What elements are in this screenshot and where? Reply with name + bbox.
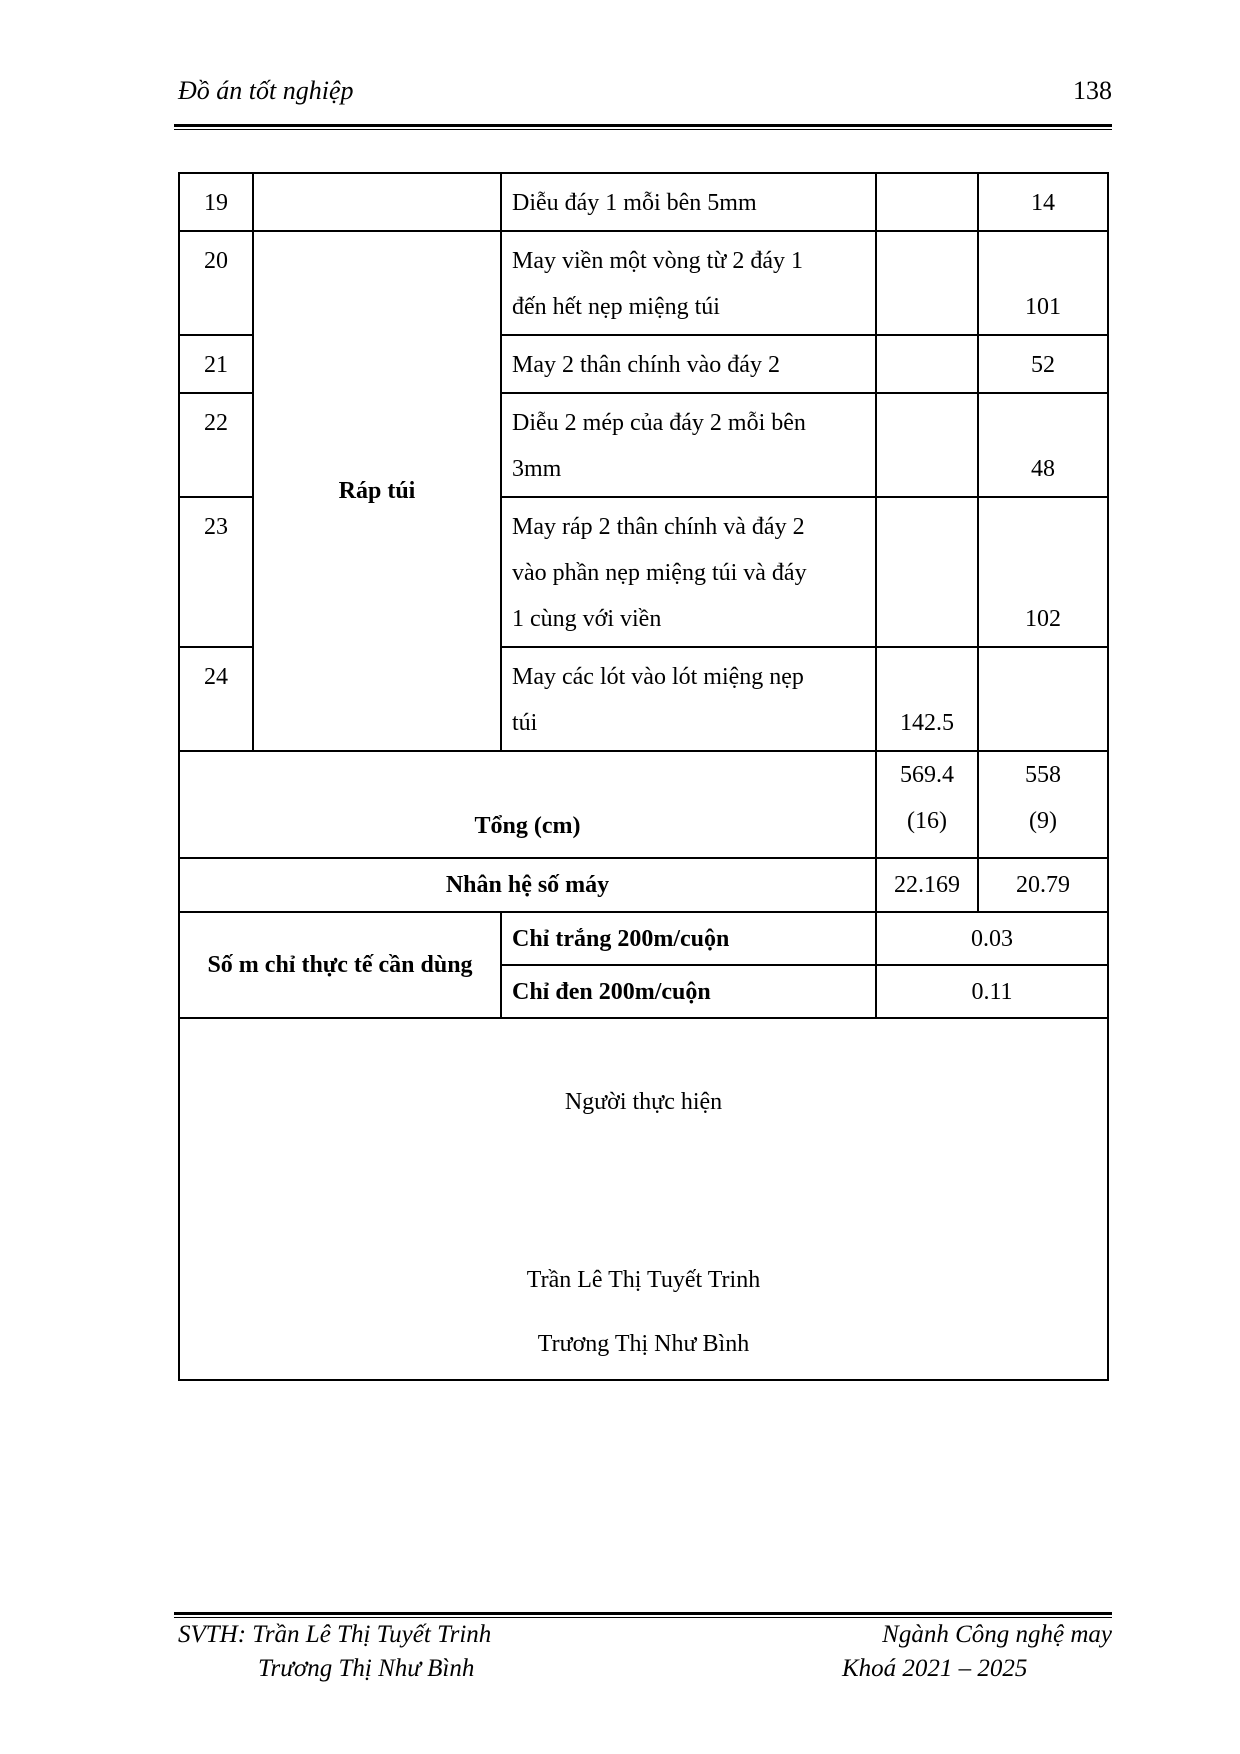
group-cell-empty xyxy=(253,173,501,231)
thread-white-value: 0.03 xyxy=(876,912,1108,965)
footer-student-1: SVTH: Trần Lê Thị Tuyết Trinh xyxy=(178,1621,492,1648)
page-header xyxy=(176,68,1112,128)
header-divider xyxy=(174,124,1112,130)
row-col4 xyxy=(876,231,978,335)
page-number: 138 xyxy=(1073,76,1112,105)
row-col5: 102 xyxy=(978,497,1108,647)
row-col5: 52 xyxy=(978,335,1108,393)
row-number: 19 xyxy=(179,173,253,231)
row-col4 xyxy=(876,173,978,231)
row-number: 22 xyxy=(179,393,253,497)
row-col5: 14 xyxy=(978,173,1108,231)
total-label: Tổng (cm) xyxy=(179,751,876,858)
thread-black-label: Chỉ đen 200m/cuộn xyxy=(501,965,876,1018)
row-col5: 48 xyxy=(978,393,1108,497)
row-col4 xyxy=(876,497,978,647)
table-row xyxy=(179,231,1108,335)
total-col4: 569.4 (16) xyxy=(876,751,978,858)
group-label: Ráp túi xyxy=(253,231,501,751)
machine-factor-col4: 22.169 xyxy=(876,858,978,912)
footer-student-2: Trương Thị Như Bình xyxy=(258,1655,475,1682)
row-description: Diễu đáy 1 mỗi bên 5mm xyxy=(501,173,876,231)
row-number: 21 xyxy=(179,335,253,393)
footer-program xyxy=(842,1618,1112,1686)
row-col4 xyxy=(876,393,978,497)
row-number: 24 xyxy=(179,647,253,751)
footer-cohort: Khoá 2021 – 2025 xyxy=(842,1655,1028,1682)
row-col5 xyxy=(978,647,1108,751)
thread-needed-label: Số m chỉ thực tế cần dùng xyxy=(179,912,501,1018)
row-description: May các lót vào lót miệng nẹp túi xyxy=(501,647,876,751)
sewing-thread-table xyxy=(178,172,1109,1381)
thread-black-value: 0.11 xyxy=(876,965,1108,1018)
row-description: Diễu 2 mép của đáy 2 mỗi bên 3mm xyxy=(501,393,876,497)
signature-row xyxy=(179,1018,1108,1380)
signature-name: Trương Thị Như Bình xyxy=(537,1331,750,1357)
row-description: May ráp 2 thân chính và đáy 2 vào phần nẹp miệng túi và đáy 1 cùng với viền xyxy=(501,497,876,647)
row-col4: 142.5 xyxy=(876,647,978,751)
row-number: 20 xyxy=(179,231,253,335)
document-title: Đồ án tốt nghiệp xyxy=(178,76,354,105)
machine-factor-col5: 20.79 xyxy=(978,858,1108,912)
signature-block xyxy=(179,1018,1108,1380)
row-col4 xyxy=(876,335,978,393)
machine-factor-label: Nhân hệ số máy xyxy=(179,858,876,912)
signature-role: Người thực hiện xyxy=(564,1089,723,1115)
machine-factor-row xyxy=(179,858,1108,912)
table-row xyxy=(179,173,1108,231)
thread-row xyxy=(179,912,1108,965)
footer-major: Ngành Công nghệ may xyxy=(882,1621,1112,1648)
row-col5: 101 xyxy=(978,231,1108,335)
row-number: 23 xyxy=(179,497,253,647)
row-description: May viền một vòng từ 2 đáy 1 đến hết nẹp miệng túi xyxy=(501,231,876,335)
footer-students xyxy=(178,1618,491,1686)
total-col5: 558 (9) xyxy=(978,751,1108,858)
thread-white-label: Chỉ trắng 200m/cuộn xyxy=(501,912,876,965)
row-description: May 2 thân chính vào đáy 2 xyxy=(501,335,876,393)
signature-name: Trần Lê Thị Tuyết Trinh xyxy=(526,1267,761,1293)
total-row xyxy=(179,751,1108,858)
